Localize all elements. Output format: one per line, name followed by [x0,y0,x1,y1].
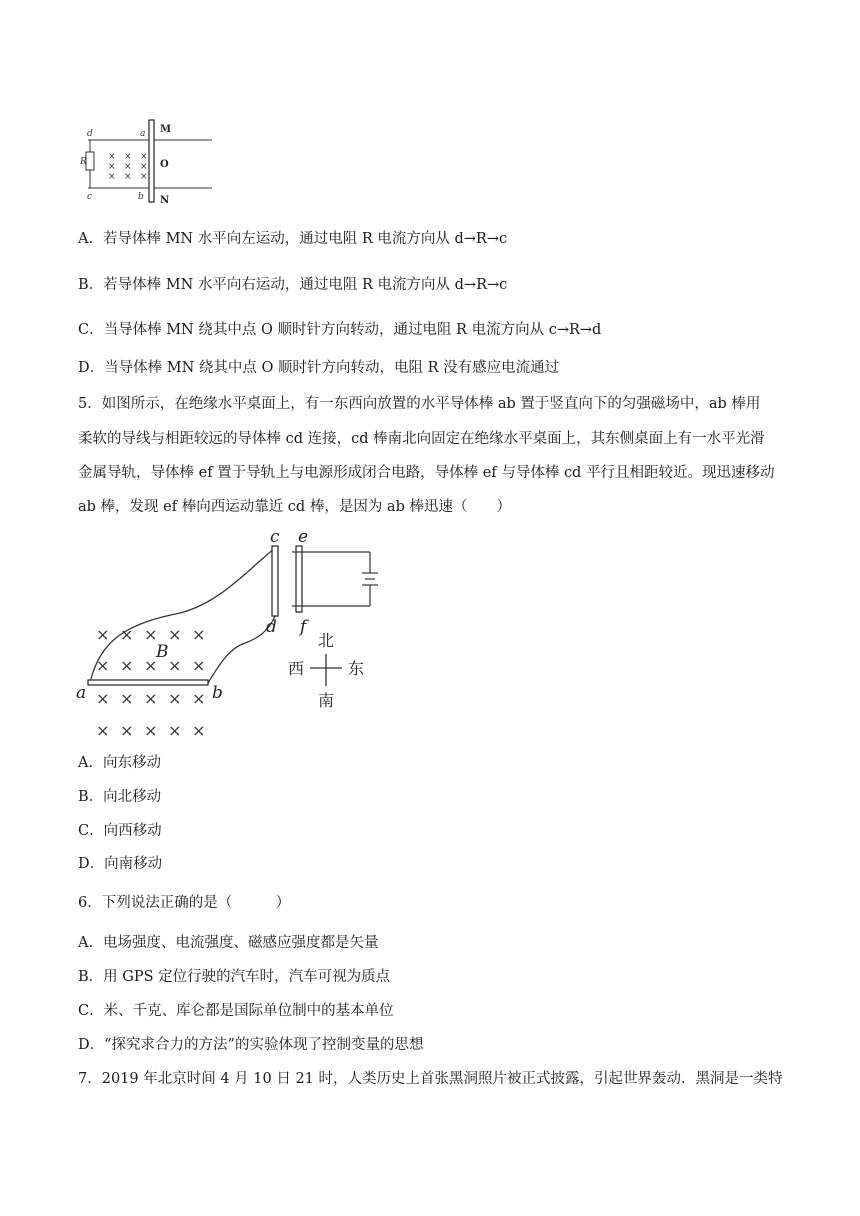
q5-stem-line-2: 柔软的导线与相距较远的导体棒 cd 连接，cd 棒南北向固定在绝缘水平桌面上，其东侧桌面上有一水平光滑 [78,431,765,447]
q4-option-c: C．当导体棒 MN 绕其中点 O 顺时针方向转动，通过电阻 R 电流方向从 c→R→d [78,322,602,338]
svg-text:×: × [168,721,182,740]
svg-text:×: × [192,656,206,675]
q6-option-c: C．米、千克、库仑都是国际单位制中的基本单位 [78,1003,394,1019]
svg-text:×: × [144,625,158,644]
rod-ef [296,546,302,612]
q7-stem-line-1: 7．2019 年北京时间 4 月 10 日 21 时，人类历史上首张黑洞照片被正式披露，引起世界轰动．黑洞是一类特 [78,1071,783,1087]
svg-text:×: × [144,721,158,740]
svg-text:×: × [108,172,116,182]
q5-stem-line-1: 5．如图所示，在绝缘水平桌面上，有一东西向放置的水平导体棒 ab 置于竖直向下的匀强磁场中，ab 棒用 [78,396,761,412]
label-B: B [156,642,169,662]
label-b: b [212,683,223,703]
svg-text:×: × [144,656,158,675]
label-c: c [87,192,93,202]
svg-text:×: × [144,689,158,708]
svg-text:×: × [96,625,110,644]
svg-text:×: × [120,656,134,675]
svg-text:×: × [140,172,148,182]
svg-text:×: × [120,625,134,644]
label-o: O [160,159,169,170]
svg-text:×: × [108,152,116,162]
label-n: N [160,195,170,206]
svg-text:×: × [120,721,134,740]
rod-cd [272,546,278,616]
compass-rose [288,631,364,710]
svg-text:×: × [168,625,182,644]
svg-text:×: × [140,152,148,162]
q5-stem-line-3: 金属导轨，导体棒 ef 置于导轨上与电源形成闭合电路，导体棒 ef 与导体棒 cd 平行且相距较近。现迅速移动 [78,465,775,481]
circuit-figure-ab [70,528,390,744]
svg-text:×: × [140,162,148,172]
label-c: c [270,528,280,547]
label-f: f [300,617,307,637]
compass-north: 北 [318,631,335,650]
q5-option-b: B．向北移动 [78,789,162,805]
label-e: e [298,528,309,547]
q4-option-a: A．若导体棒 MN 水平向左运动，通过电阻 R 电流方向从 d→R→c [78,231,508,247]
label-r: R [80,157,87,167]
svg-text:×: × [120,689,134,708]
q5-option-d: D．向南移动 [78,856,163,872]
q6-option-a: A．电场强度、电流强度、磁感应强度都是矢量 [78,935,379,951]
q6-option-d: D．“探究求合力的方法”的实验体现了控制变量的思想 [78,1037,424,1053]
label-m: M [160,124,172,135]
compass-east: 东 [348,659,365,678]
q6-stem: 6．下列说法正确的是（ ） [78,895,291,911]
q4-option-d: D．当导体棒 MN 绕其中点 O 顺时针方向转动，电阻 R 没有感应电流通过 [78,360,560,376]
q4-option-b: B．若导体棒 MN 水平向右运动，通过电阻 R 电流方向从 d→R→c [78,277,508,293]
svg-text:×: × [96,656,110,675]
svg-text:×: × [124,172,132,182]
svg-text:×: × [192,689,206,708]
label-a: a [76,683,87,703]
compass-west: 西 [288,659,305,678]
svg-text:×: × [192,625,206,644]
svg-text:×: × [124,162,132,172]
label-a: a [140,129,146,139]
circuit-figure-mn [80,112,220,208]
svg-text:×: × [108,162,116,172]
svg-text:×: × [192,721,206,740]
svg-text:×: × [168,689,182,708]
rod-ab [88,680,208,685]
q5-stem-line-4: ab 棒，发现 ef 棒向西运动靠近 cd 棒，是因为 ab 棒迅速（ ） [78,499,511,515]
svg-text:×: × [96,721,110,740]
label-d: d [87,129,93,139]
q5-option-a: A．向东移动 [78,755,161,771]
label-d: d [266,617,277,637]
svg-text:×: × [96,689,110,708]
svg-text:×: × [124,152,132,162]
label-b: b [138,192,144,202]
svg-text:×: × [168,656,182,675]
q6-option-b: B．用 GPS 定位行驶的汽车时，汽车可视为质点 [78,969,391,985]
conductor-bar-mn [149,120,154,202]
q5-option-c: C．向西移动 [78,823,162,839]
compass-south: 南 [318,691,335,710]
